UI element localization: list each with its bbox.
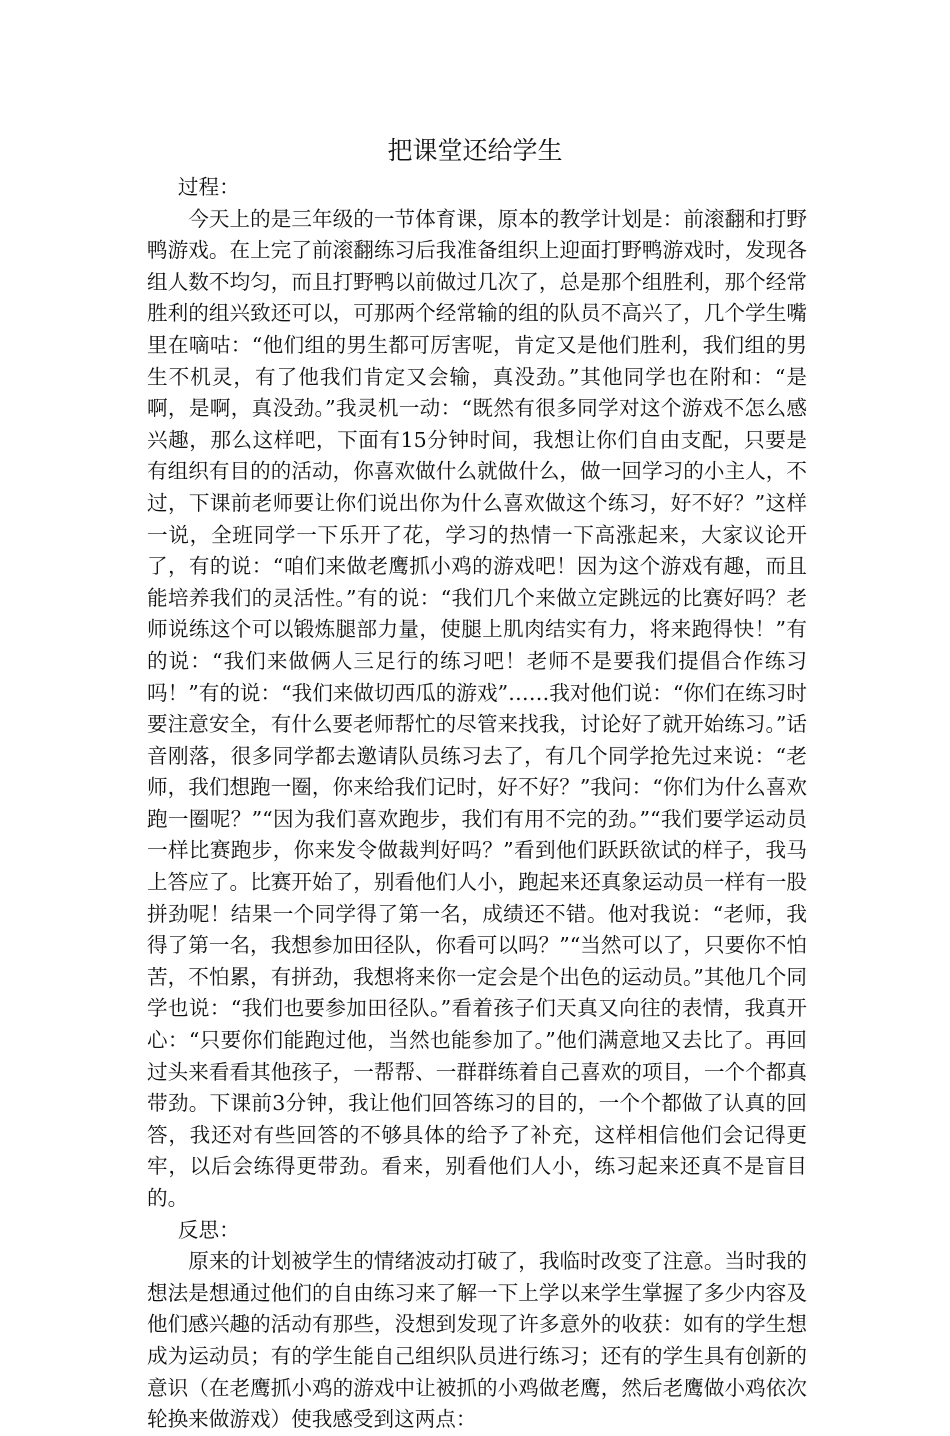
- process-label: 过程：: [177, 175, 240, 199]
- reflection-paragraph: 原来的计划被学生的情绪波动打破了，我临时改变了注意。当时我的想法是想通过他们的自由练习来了解一下上学以来学生掌握了多少内容及他们感兴趣的活动有那些，没想到发现了许多意外的收获：如有的学生想成为运动员；有的学生能自己组织队员进行练习；还有的学生具有创新的意识（在老鹰抓小鸡的游戏中让被抓的小鸡做老鹰，然后老鹰做小鸡依次轮换来做游戏）使我感受到这两点：: [147, 1249, 807, 1432]
- process-paragraph: 今天上的是三年级的一节体育课，原本的教学计划是：前滚翻和打野鸭游戏。在上完了前滚翻练习后我准备组织上迎面打野鸭游戏时，发现各组人数不均匀，而且打野鸭以前做过几次了，总是那个组胜利，那个经常胜利的组兴致还可以，可那两个经常输的组的队员不高兴了，几个学生嘴里在嘀咕：“他们组的男生都可厉害呢，肯定又是他们胜利，我们组的男生不机灵，有了他我们肯定又会输，真没劲。”其他同学也在附和：“是啊，是啊，真没劲。”我灵机一动：“既然有很多同学对这个游戏不怎么感兴趣，那么这样吧，下面有15分钟时间，我想让你们自由支配，只要是有组织有目的的活动，你喜欢做什么就做什么，做一回学习的小主人，不过，下课前老师要让你们说出你为什么喜欢做这个练习，好不好？”这样一说，全班同学一下乐开了花，学习的热情一下高涨起来，大家议论开了，有的说：“咱们来做老鹰抓小鸡的游戏吧！因为这个游戏有趣，而且能培养我们的灵活性。”有的说：“我们几个来做立定跳远的比赛好吗？老师说练这个可以锻炼腿部力量，使腿上肌肉结实有力，将来跑得快！”有的说：“我们来做俩人三足行的练习吧！老师不是要我们提倡合作练习吗！”有的说：“我们来做切西瓜的游戏”……我对他们说：“你们在练习时要注意安全，有什么要老师帮忙的尽管来找我，讨论好了就开始练习。”话音刚落，很多同学都去邀请队员练习去了，有几个同学抢先过来说：“老师，我们想跑一圈，你来给我们记时，好不好？”我问：“你们为什么喜欢跑一圈呢？”“因为我们喜欢跑步，我们有用不完的劲。”“我们要学运动员一样比赛跑步，你来发令做裁判好吗？”看到他们跃跃欲试的样子，我马上答应了。比赛开始了，别看他们人小，跑起来还真象运动员一样有一股拼劲呢！结果一个同学得了第一名，成绩还不错。他对我说：“老师，我得了第一名，我想参加田径队，你看可以吗？”“当然可以了，只要你不怕苦，不怕累，有拼劲，我想将来你一定会是个出色的运动员。”其他几个同学也说：“我们也要参加田径队。”看着孩子们天真又向往的表情，我真开心：“只要你们能跑过他，当然也能参加了。”他们满意地又去比了。再回过头来看看其他孩子，一帮帮、一群群练着自己喜欢的项目，一个个都真带劲。下课前3分钟，我让他们回答练习的目的，一个个都做了认真的回答，我还对有些回答的不够具体的给予了补充，这样相信他们会记得更牢，以后会练得更带劲。看来，别看他们人小，练习起来还真不是盲目的。: [147, 206, 807, 1210]
- reflection-label: 反思：: [177, 1217, 240, 1242]
- document-title: 把课堂还给学生: [387, 136, 563, 165]
- document-body: [147, 172, 807, 1436]
